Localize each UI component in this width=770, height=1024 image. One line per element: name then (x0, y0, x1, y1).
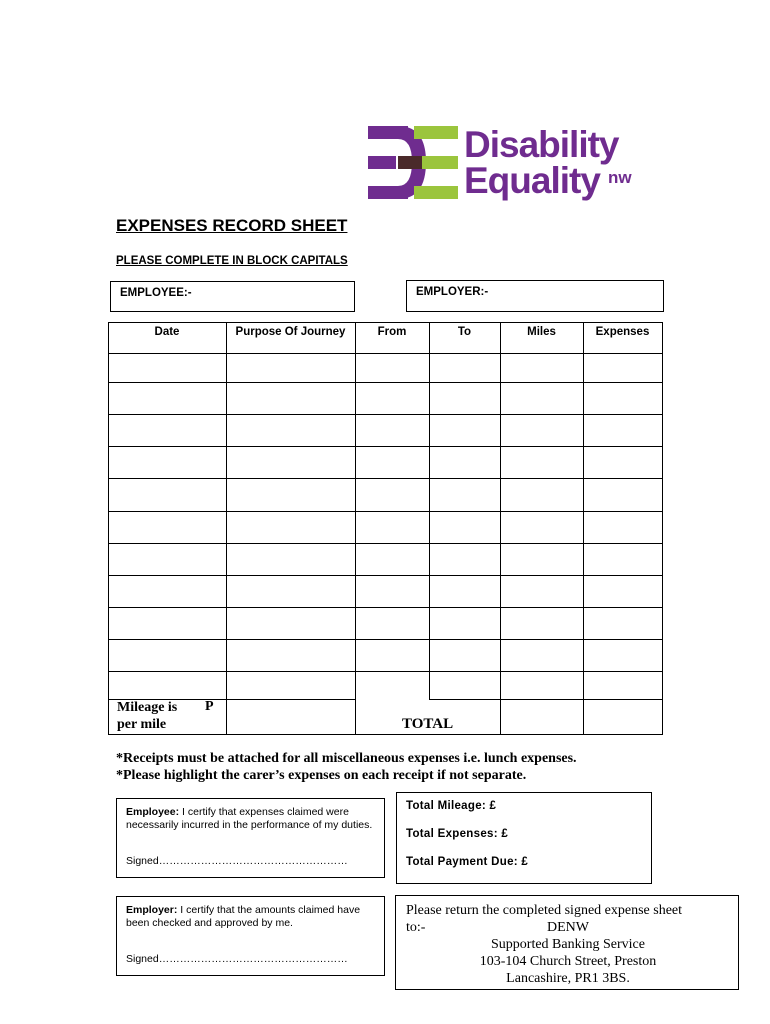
table-cell[interactable] (356, 479, 429, 511)
table-cell[interactable] (501, 544, 583, 575)
expenses-table (108, 322, 662, 734)
table-cell[interactable] (584, 383, 662, 414)
grid-line (662, 322, 663, 735)
table-cell[interactable] (109, 608, 226, 639)
table-cell[interactable] (430, 640, 500, 671)
return-street: 103-104 Church Street, Preston (479, 954, 657, 969)
table-cell[interactable] (356, 544, 429, 575)
table-cell[interactable] (356, 512, 429, 543)
table-cell[interactable] (356, 354, 429, 382)
table-cell[interactable] (356, 640, 429, 671)
receipts-note: *Receipts must be attached for all miscellaneous expenses i.e. lunch expenses. (116, 751, 577, 766)
table-cell[interactable] (356, 672, 429, 699)
table-cell[interactable] (109, 672, 226, 699)
table-cell[interactable] (501, 447, 583, 478)
table-cell[interactable] (501, 640, 583, 671)
table-cell[interactable] (584, 672, 662, 699)
table-cell[interactable] (584, 544, 662, 575)
table-cell[interactable] (227, 447, 355, 478)
table-cell[interactable] (430, 354, 500, 382)
table-cell[interactable] (501, 672, 583, 699)
table-cell[interactable] (227, 608, 355, 639)
table-cell[interactable] (584, 576, 662, 607)
employer-label: EMPLOYER:- (416, 286, 489, 298)
table-cell[interactable] (501, 512, 583, 543)
grid-line (108, 322, 662, 323)
table-cell[interactable] (584, 354, 662, 382)
table-cell[interactable] (430, 608, 500, 639)
return-org: DENW (547, 920, 589, 935)
highlight-note: *Please highlight the carer’s expenses on each receipt if not separate. (116, 768, 527, 783)
table-cell[interactable] (501, 576, 583, 607)
return-address-box (395, 895, 739, 990)
column-header-expenses: Expenses (595, 326, 650, 338)
table-cell[interactable] (430, 415, 500, 446)
table-cell[interactable] (109, 576, 226, 607)
logo-mark-icon (368, 126, 458, 200)
table-cell[interactable] (227, 415, 355, 446)
table-cell[interactable] (356, 576, 429, 607)
table-cell[interactable] (430, 447, 500, 478)
return-department: Supported Banking Service (491, 937, 645, 952)
table-cell[interactable] (584, 447, 662, 478)
page-title: EXPENSES RECORD SHEET (116, 216, 348, 235)
total-mileage[interactable]: Total Mileage: £ (406, 800, 497, 812)
employee-signature-line[interactable]: Signed……………………………………………… (126, 855, 348, 867)
column-header-date: Date (154, 326, 180, 338)
table-cell[interactable] (584, 479, 662, 511)
table-cell[interactable] (227, 640, 355, 671)
table-cell[interactable] (430, 512, 500, 543)
total-payment-due[interactable]: Total Payment Due: £ (406, 856, 529, 868)
column-header-miles: Miles (527, 326, 556, 338)
mileage-rate-label: Mileage is per mile (117, 700, 178, 732)
return-to-label: to:- (406, 920, 426, 935)
employer-cert-lead: Employer: (126, 904, 178, 916)
table-cell[interactable] (109, 415, 226, 446)
table-cell[interactable] (109, 544, 226, 575)
total-expenses[interactable]: Total Expenses: £ (406, 828, 509, 840)
table-cell[interactable] (584, 415, 662, 446)
mileage-pence-label: P (205, 699, 214, 714)
table-cell[interactable] (227, 672, 355, 699)
table-cell[interactable] (501, 383, 583, 414)
table-cell[interactable] (227, 512, 355, 543)
logo-text-line1: Disability (464, 124, 619, 165)
table-cell[interactable] (109, 640, 226, 671)
return-city: Lancashire, PR1 3BS. (506, 971, 630, 986)
table-cell[interactable] (430, 383, 500, 414)
employer-cert-text: I certify that the amounts claimed have been checked and approved by me. (126, 904, 361, 929)
table-cell[interactable] (109, 512, 226, 543)
table-cell[interactable] (584, 640, 662, 671)
employer-signature-line[interactable]: Signed……………………………………………… (126, 953, 348, 965)
table-cell[interactable] (109, 447, 226, 478)
table-cell[interactable] (584, 608, 662, 639)
logo-suffix: nw (608, 168, 632, 187)
column-header-purpose: Purpose Of Journey (235, 326, 346, 338)
table-cell[interactable] (109, 354, 226, 382)
table-cell[interactable] (501, 415, 583, 446)
employee-field[interactable] (110, 281, 355, 312)
table-cell[interactable] (430, 479, 500, 511)
logo (368, 120, 638, 210)
table-cell[interactable] (501, 608, 583, 639)
table-cell[interactable] (430, 576, 500, 607)
employee-cert-lead: Employee: (126, 806, 180, 818)
employer-certification[interactable] (116, 896, 385, 976)
table-cell[interactable] (430, 672, 500, 699)
table-cell[interactable] (430, 544, 500, 575)
table-cell[interactable] (356, 383, 429, 414)
employer-field[interactable] (406, 280, 664, 312)
table-cell[interactable] (584, 512, 662, 543)
grid-line (429, 699, 662, 700)
table-cell[interactable] (356, 415, 429, 446)
employee-certification[interactable] (116, 798, 385, 878)
grid-line (108, 734, 662, 735)
logo-text-line2: Equality (464, 160, 600, 201)
table-cell[interactable] (501, 354, 583, 382)
table-cell[interactable] (227, 544, 355, 575)
employee-cert-text: I certify that expenses claimed were necessarily incurred in the performance of my duties. (126, 806, 373, 831)
table-cell[interactable] (109, 479, 226, 511)
return-instruction: Please return the completed signed expense sheet (406, 903, 683, 918)
table-cell[interactable] (227, 383, 355, 414)
table-cell[interactable] (501, 479, 583, 511)
column-header-to: To (457, 326, 472, 338)
table-cell[interactable] (227, 576, 355, 607)
table-cell[interactable] (227, 479, 355, 511)
table-cell[interactable] (227, 354, 355, 382)
instructions: PLEASE COMPLETE IN BLOCK CAPITALS (116, 255, 348, 267)
column-header-from: From (377, 326, 407, 338)
employee-label: EMPLOYEE:- (120, 287, 192, 299)
total-label: TOTAL (402, 716, 454, 732)
table-cell[interactable] (356, 447, 429, 478)
table-cell[interactable] (356, 608, 429, 639)
table-cell[interactable] (109, 383, 226, 414)
totals-box (396, 792, 652, 884)
